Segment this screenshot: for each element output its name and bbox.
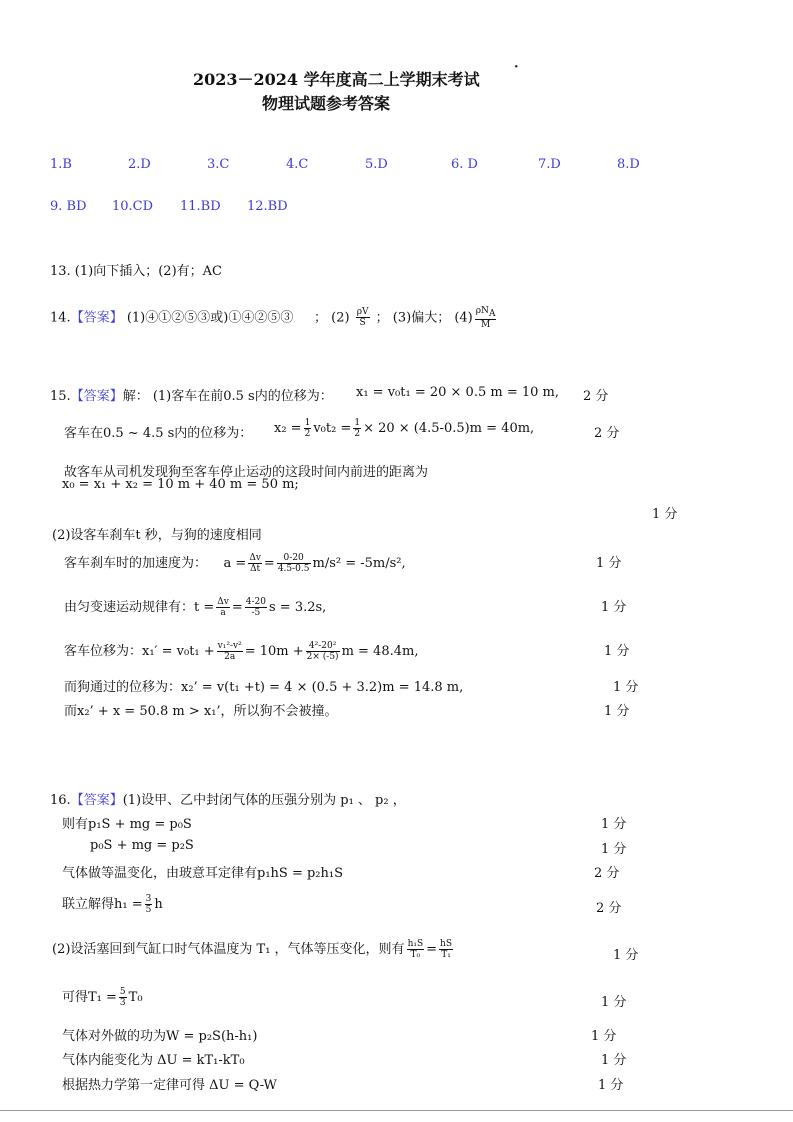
q16-line6: (2)设活塞回到气缸口时气体温度为 T₁ ，气体等压变化，则有 $\frac{\text{h₁S}}{\text{T₀}}$ = $\frac{hS}{\text{T₁}}$ [52, 939, 453, 960]
q15-line6: 客车刹车时的加速度为： a = $\frac{\Delta v}{\Delta t}$ = $\frac{0-20}{4.5-0.5}$ m/s² = -5m/s², [64, 553, 406, 574]
mc-answer: 1.B [50, 157, 72, 172]
mc-answer: 6. D [451, 157, 478, 172]
score: 1 分 [596, 556, 622, 571]
q16-line9: 气体内能变化为 ΔU = kT₁-kT₀ [62, 1053, 245, 1068]
fraction: $\frac{\rho V}{S}$ [356, 307, 369, 329]
answer-tag: 【答案】 [70, 389, 123, 404]
q13-answer: 13. (1)向下插入；(2)有；AC [50, 264, 222, 279]
score: 1 分 [652, 507, 678, 522]
score: 1 分 [601, 995, 627, 1010]
score: 2 分 [596, 901, 622, 916]
q15-line3: 故客车从司机发现狗至客车停止运动的这段时间内前进的距离为 [64, 465, 429, 480]
q16-line1: 16.【答案】(1)设甲、乙中封闭气体的压强分别为 p₁ 、 p₂ ， [50, 793, 406, 808]
q16-line10: 根据热力学第一定律可得 ΔU = Q-W [62, 1078, 277, 1093]
q16-line3: p₀S + mg = p₂S [90, 838, 194, 853]
mc-answer: 11.BD [180, 199, 221, 214]
q16-line5: 联立解得h₁ = $\frac{3}{5}$ h [62, 894, 163, 915]
score: 1 分 [613, 680, 639, 695]
title-dot: · [514, 60, 519, 75]
score: 1 分 [613, 948, 639, 963]
score: 2 分 [583, 389, 609, 404]
q16-number: 16. [50, 793, 71, 808]
score: 2 分 [594, 426, 620, 441]
q15-line10: 而x₂’ + x = 50.8 m > x₁’，所以狗不会被撞。 [64, 704, 338, 719]
q15-eq1: x₁ = v₀t₁ = 20 × 0.5 m = 10 m, [356, 385, 559, 400]
q15-line9: 而狗通过的位移为：x₂’ = v(t₁ +t) = 4 × (0.5 + 3.2)m = 14.8 m, [64, 680, 464, 695]
q15-line5: (2)设客车刹车t 秒，与狗的速度相同 [52, 528, 262, 543]
q16-line2: 则有p₁S + mg = p₀S [62, 817, 192, 832]
mc-answer: 9. BD [50, 199, 87, 214]
score: 2 分 [594, 866, 620, 881]
q14-answer [50, 306, 498, 330]
score: 1 分 [591, 1029, 617, 1044]
mc-answer: 4.C [286, 157, 309, 172]
score: 1 分 [604, 704, 630, 719]
q15-line2: 客车在0.5 ~ 4.5 s内的位移为： [64, 426, 253, 441]
q16-line7: 可得T₁ = $\frac{5}{3}$ T₀ [62, 987, 143, 1008]
q14-part1: (1)④①②⑤③或)①④②⑤③ [126, 310, 294, 326]
answer-tag: 【答案】 [70, 793, 123, 808]
exam-subtitle: 物理试题参考答案 [262, 94, 391, 113]
mc-answer: 10.CD [112, 199, 154, 214]
score: 1 分 [601, 842, 627, 857]
fraction: $\frac{\rho N_A}{M}$ [475, 306, 496, 330]
q16-line8: 气体对外做的功为W = p₂S(h-h₁) [62, 1029, 258, 1044]
page-bottom-divider [0, 1110, 793, 1111]
q14-part3: ； (3)偏大； (4) [375, 310, 473, 326]
mc-answer: 2.D [128, 157, 151, 172]
q15-line8: 客车位移为：x₁′ = v₀t₁ + $\frac{\text{v₁²-v²}}{2a}$ = 10m + $\frac{\text{4²-20²}}{2\times (-5)}$ m = 48.4m, [64, 641, 419, 662]
q14-sep: ； (2) [314, 310, 350, 326]
q16-line4: 气体做等温变化，由玻意耳定律有p₁hS = p₂h₁S [62, 866, 343, 881]
answer-tag: 【答案】 [70, 310, 123, 326]
score: 1 分 [601, 600, 627, 615]
mc-answer: 5.D [365, 157, 388, 172]
q15-line7: 由匀变速运动规律有：t = $\frac{\Delta v}{a}$ = $\frac{4-20}{-5}$ s = 3.2s, [64, 597, 327, 618]
q15-line4: x₀ = x₁ + x₂ = 10 m + 40 m = 50 m; [62, 477, 299, 492]
q14-number: 14. [50, 310, 71, 326]
score: 1 分 [601, 817, 627, 832]
mc-answer: 3.C [207, 157, 230, 172]
mc-answer: 12.BD [247, 199, 288, 214]
mc-answer: 7.D [538, 157, 561, 172]
q15-eq2: x₂ = $\frac{1}{2}$ v₀t₂ = $\frac{1}{2}$ × 20 × (4.5-0.5)m = 40m, [274, 418, 535, 439]
mc-answer: 8.D [617, 157, 640, 172]
score: 1 分 [604, 644, 630, 659]
q15-number: 15. [50, 389, 71, 404]
score: 1 分 [601, 1053, 627, 1068]
exam-title: 2023－2024 学年度高二上学期末考试 [193, 70, 480, 89]
q15-line1: 15.【答案】解： (1)客车在前0.5 s内的位移为： [50, 389, 333, 404]
score: 1 分 [598, 1078, 624, 1093]
